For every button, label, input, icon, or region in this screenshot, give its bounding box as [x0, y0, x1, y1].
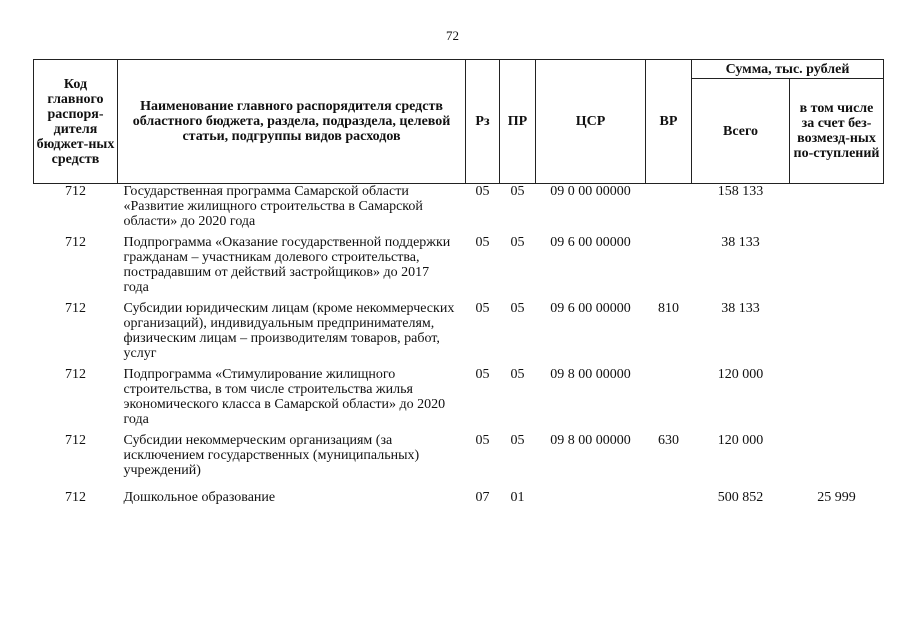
cell-pr: 05 [510, 184, 525, 199]
header-rz: Рз [466, 60, 500, 184]
cell-pr: 05 [510, 433, 525, 448]
cell-vr: 630 [658, 433, 679, 448]
cell-gratis: 25 999 [817, 490, 856, 505]
cell-gratis [790, 361, 884, 427]
header-csr: ЦСР [536, 60, 646, 184]
cell-gratis [790, 229, 884, 295]
cell-pr: 05 [510, 367, 525, 382]
cell-csr: 09 6 00 00000 [550, 235, 631, 250]
cell-code: 712 [65, 433, 86, 448]
cell-gratis [790, 184, 884, 230]
cell-total: 120 000 [717, 367, 764, 382]
cell-vr [646, 361, 692, 427]
cell-csr: 09 8 00 00000 [550, 433, 631, 448]
table-header [34, 60, 884, 184]
cell-pr: 05 [510, 235, 525, 250]
table-row [34, 295, 884, 361]
cell-gratis [790, 295, 884, 361]
cell-rz: 05 [475, 301, 490, 316]
cell-name: Субсидии некоммерческим организациям (за исключением государственных (муниципальных) учреждений) [123, 433, 420, 478]
cell-code: 712 [65, 235, 86, 250]
header-pr: ПР [500, 60, 536, 184]
budget-table [33, 59, 884, 505]
page-number: 72 [446, 28, 459, 43]
cell-code: 712 [65, 490, 86, 505]
cell-gratis [790, 427, 884, 478]
cell-name: Субсидии юридическим лицам (кроме некоммерческих организаций), индивидуальным предпринимателям, физическим лицам – производителям товаров, работ, услуг [123, 301, 455, 361]
cell-vr [646, 184, 692, 230]
cell-name: Дошкольное образование [123, 490, 276, 505]
header-total: Всего [692, 79, 790, 184]
table-row [34, 184, 884, 230]
table-row [34, 229, 884, 295]
cell-rz: 07 [475, 490, 490, 505]
cell-total: 38 133 [721, 235, 760, 250]
cell-total: 120 000 [717, 433, 764, 448]
cell-name: Подпрограмма «Стимулирование жилищного строительства, в том числе строительства жилья экономического класса в Самарской области» до 2020 года [123, 367, 446, 427]
cell-rz: 05 [475, 235, 490, 250]
header-vr: ВР [646, 60, 692, 184]
cell-pr: 01 [510, 490, 525, 505]
cell-total: 38 133 [721, 301, 760, 316]
cell-rz: 05 [475, 433, 490, 448]
table-body [34, 184, 884, 506]
cell-csr: 09 0 00 00000 [550, 184, 631, 199]
cell-rz: 05 [475, 367, 490, 382]
cell-pr: 05 [510, 301, 525, 316]
cell-name: Подпрограмма «Оказание государственной поддержки гражданам – участникам долевого строительства, пострадавшим от действий застройщиков» до 2017 года [123, 235, 451, 295]
cell-code: 712 [65, 367, 86, 382]
cell-code: 712 [65, 301, 86, 316]
header-sum-group: Сумма, тыс. рублей [692, 60, 884, 79]
cell-vr [646, 478, 692, 505]
cell-csr: 09 8 00 00000 [550, 367, 631, 382]
cell-csr: 09 6 00 00000 [550, 301, 631, 316]
cell-name: Государственная программа Самарской области «Развитие жилищного строительства в Самарской области» до 2020 года [123, 184, 423, 229]
table-row [34, 478, 884, 505]
header-code: Код главного распоря-дителя бюджет-ных средств [34, 60, 118, 184]
header-name: Наименование главного распорядителя средств областного бюджета, раздела, подраздела, целевой статьи, подгруппы видов расходов [118, 60, 466, 184]
cell-csr [536, 478, 646, 505]
table-row [34, 361, 884, 427]
cell-total: 158 133 [717, 184, 764, 199]
table-row [34, 427, 884, 478]
cell-vr: 810 [658, 301, 679, 316]
cell-total: 500 852 [717, 490, 764, 505]
cell-code: 712 [65, 184, 86, 199]
cell-vr [646, 229, 692, 295]
header-gratis: в том числе за счет без-возмезд-ных по-ступлений [790, 79, 884, 184]
cell-rz: 05 [475, 184, 490, 199]
